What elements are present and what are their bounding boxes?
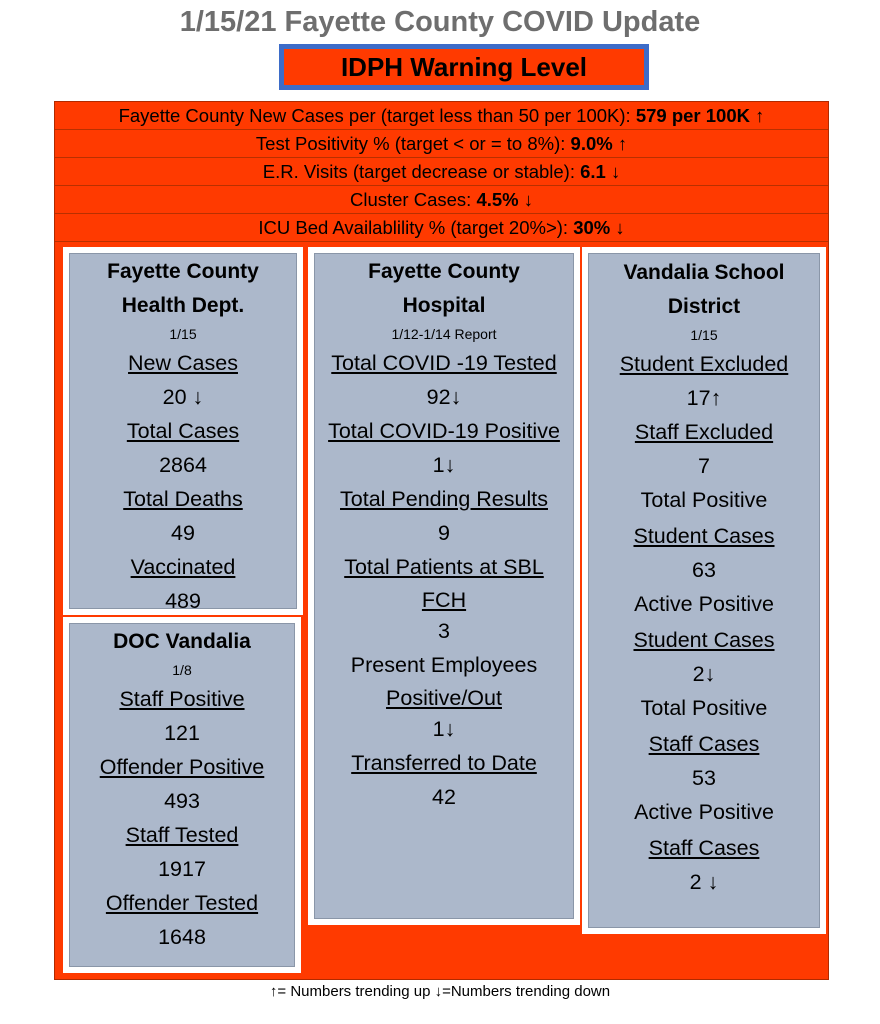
metric-label: E.R. Visits (target decrease or stable): [262, 161, 581, 182]
total-cases-value: 2864 [159, 453, 207, 477]
health-dept-heading-line1: Fayette County [107, 260, 259, 283]
patients-value: 3 [438, 619, 450, 643]
metric-label: ICU Bed Availablility % (target 20%>): [258, 217, 574, 238]
page-title: 1/15/21 Fayette County COVID Update [179, 6, 701, 38]
total-cases-label: Total Cases [126, 419, 240, 443]
metric-value: 9.0% ↑ [570, 133, 628, 154]
offender-tested-value: 1648 [158, 925, 206, 949]
employees-label-line1: Present Employees [350, 653, 538, 677]
health-dept-date: 1/15 [169, 326, 197, 342]
total-positive-student-label-line2: Student Cases [633, 524, 775, 548]
active-positive-staff-label-line2: Staff Cases [648, 836, 760, 860]
metric-label: Cluster Cases: [349, 189, 477, 210]
student-excluded-value: 17↑ [686, 386, 722, 410]
offender-positive-value: 493 [164, 789, 200, 813]
covid-tested-value: 92↓ [426, 385, 462, 409]
metric-icu-beds [55, 214, 828, 242]
active-positive-student-label-line2: Student Cases [633, 628, 775, 652]
transferred-value: 42 [432, 785, 456, 809]
warning-level-label: IDPH Warning Level [284, 49, 644, 85]
hospital-box [308, 247, 580, 925]
total-positive-staff-label-line1: Total Positive [640, 696, 768, 720]
staff-tested-value: 1917 [158, 857, 206, 881]
hospital-report-date: 1/12-1/14 Report [391, 326, 497, 342]
metric-label: Fayette County New Cases per (target less than 50 per 100K): [118, 105, 636, 126]
pending-results-value: 9 [438, 521, 450, 545]
metrics-panel [54, 101, 829, 980]
total-positive-staff-value: 53 [692, 766, 716, 790]
warning-level-banner [279, 44, 649, 90]
school-district-box [582, 247, 826, 934]
employees-label-line2: Positive/Out [386, 686, 502, 710]
offender-tested-label: Offender Tested [105, 891, 259, 915]
trend-legend: ↑= Numbers trending up ↓=Numbers trending down [269, 983, 611, 1000]
covid-positive-value: 1↓ [432, 453, 456, 477]
school-heading-line2: District [667, 295, 741, 318]
covid-tested-label: Total COVID -19 Tested [331, 351, 557, 375]
metric-value: 6.1 ↓ [580, 161, 621, 182]
hospital-heading-line1: Fayette County [368, 260, 520, 283]
active-positive-student-label-line1: Active Positive [634, 592, 774, 616]
total-positive-staff-label-line2: Staff Cases [648, 732, 760, 756]
metric-new-cases [55, 102, 828, 130]
staff-excluded-label: Staff Excluded [634, 420, 774, 444]
patients-label-line1: Total Patients at SBL [344, 555, 544, 579]
patients-label-line2: FCH [421, 588, 467, 612]
pending-results-label: Total Pending Results [340, 487, 548, 511]
active-positive-staff-label-line1: Active Positive [634, 800, 774, 824]
health-dept-box [63, 247, 303, 615]
metric-value: 579 per 100K ↑ [635, 105, 765, 126]
total-positive-student-value: 63 [692, 558, 716, 582]
student-excluded-label: Student Excluded [619, 352, 789, 376]
staff-excluded-value: 7 [698, 454, 710, 478]
metric-value: 30% ↓ [573, 217, 625, 238]
vaccinated-label: Vaccinated [130, 555, 236, 579]
vaccinated-value: 489 [165, 589, 201, 609]
metric-value: 4.5% ↓ [476, 189, 534, 210]
active-positive-staff-value: 2 ↓ [689, 870, 719, 894]
total-deaths-value: 49 [171, 521, 195, 545]
active-positive-student-value: 2↓ [692, 662, 716, 686]
doc-vandalia-date: 1/8 [172, 662, 192, 678]
offender-positive-label: Offender Positive [99, 755, 265, 779]
total-deaths-label: Total Deaths [123, 487, 243, 511]
employees-value: 1↓ [432, 717, 456, 741]
school-date: 1/15 [690, 327, 718, 343]
new-cases-label: New Cases [128, 351, 238, 375]
metric-test-positivity [55, 130, 828, 158]
staff-positive-value: 121 [164, 721, 200, 745]
new-cases-value: 20 ↓ [162, 385, 204, 409]
health-dept-heading-line2: Health Dept. [121, 294, 245, 317]
staff-tested-label: Staff Tested [125, 823, 239, 847]
metric-cluster-cases [55, 186, 828, 214]
covid-positive-label: Total COVID-19 Positive [328, 419, 560, 443]
metric-label: Test Positivity % (target < or = to 8%): [255, 133, 571, 154]
school-heading-line1: Vandalia School [623, 261, 785, 284]
metric-er-visits [55, 158, 828, 186]
doc-vandalia-box [63, 617, 301, 973]
staff-positive-label: Staff Positive [119, 687, 245, 711]
total-positive-student-label-line1: Total Positive [640, 488, 768, 512]
transferred-label: Transferred to Date [351, 751, 537, 775]
doc-vandalia-heading: DOC Vandalia [113, 630, 251, 653]
hospital-heading-line2: Hospital [402, 294, 486, 317]
